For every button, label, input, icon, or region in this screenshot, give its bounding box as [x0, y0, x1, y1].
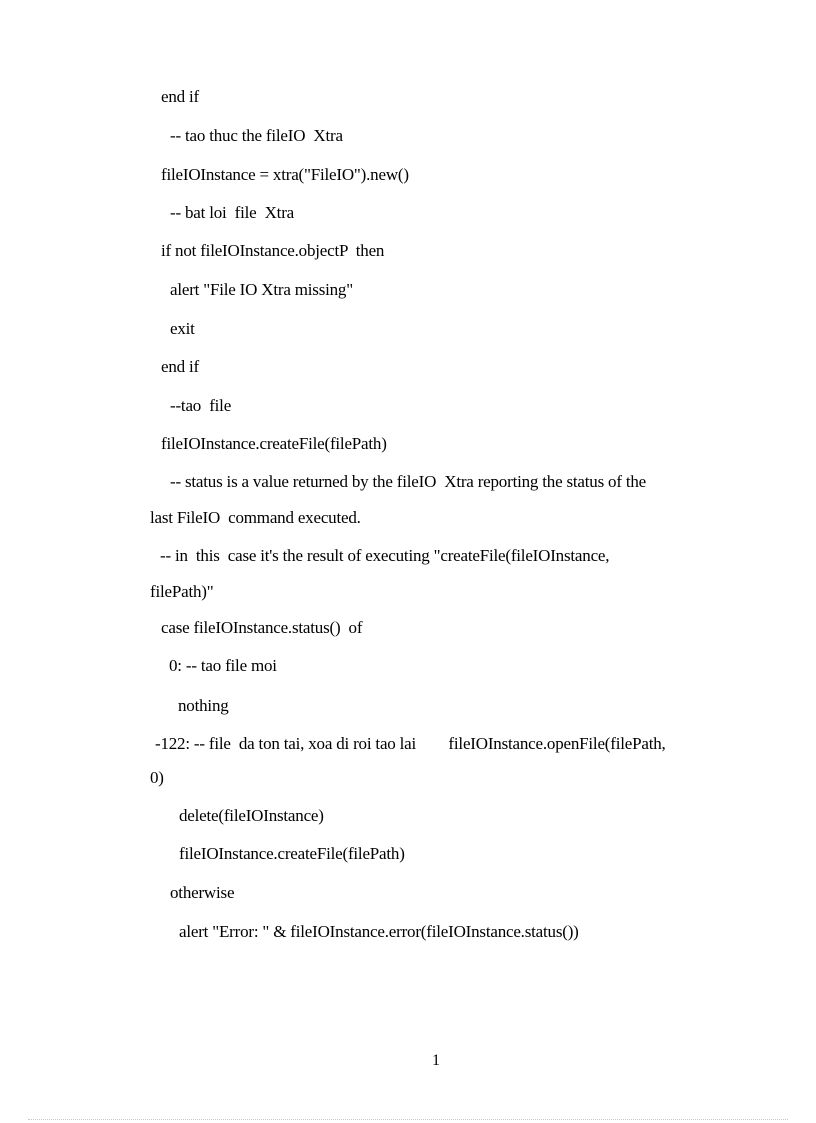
code-comment-line: -- in this case it's the result of executing "createFile(fileIOInstance,	[160, 546, 610, 565]
code-line: end if	[161, 87, 199, 106]
code-line: otherwise	[170, 883, 235, 902]
code-line: nothing	[178, 696, 229, 715]
code-comment-line: -- bat loi file Xtra	[170, 203, 294, 222]
code-continuation: 0)	[150, 768, 164, 787]
code-comment-continuation: filePath)"	[150, 582, 214, 601]
code-line: case fileIOInstance.status() of	[161, 618, 363, 637]
code-comment-line: -- tao thuc the fileIO Xtra	[170, 126, 343, 145]
code-line: fileIOInstance.createFile(filePath)	[161, 434, 387, 453]
code-line: -122: -- file da ton tai, xoa di roi tao lai fileIOInstance.openFile(filePath,	[155, 734, 666, 753]
page-bottom-divider	[28, 1119, 788, 1120]
code-comment-continuation: last FileIO command executed.	[150, 508, 361, 527]
code-line: fileIOInstance = xtra("FileIO").new()	[161, 165, 409, 184]
page-number: 1	[432, 1052, 440, 1069]
code-line: alert "Error: " & fileIOInstance.error(fileIOInstance.status())	[179, 922, 579, 941]
code-line: end if	[161, 357, 199, 376]
code-line: 0: -- tao file moi	[169, 656, 277, 675]
code-comment-line: --tao file	[170, 396, 232, 415]
code-line: if not fileIOInstance.objectP then	[161, 241, 385, 260]
code-line: fileIOInstance.createFile(filePath)	[179, 844, 405, 863]
code-line: exit	[170, 319, 195, 338]
code-line: delete(fileIOInstance)	[179, 806, 324, 825]
code-line: alert "File IO Xtra missing"	[170, 280, 353, 299]
code-comment-line: -- status is a value returned by the fileIO Xtra reporting the status of the	[170, 472, 647, 491]
